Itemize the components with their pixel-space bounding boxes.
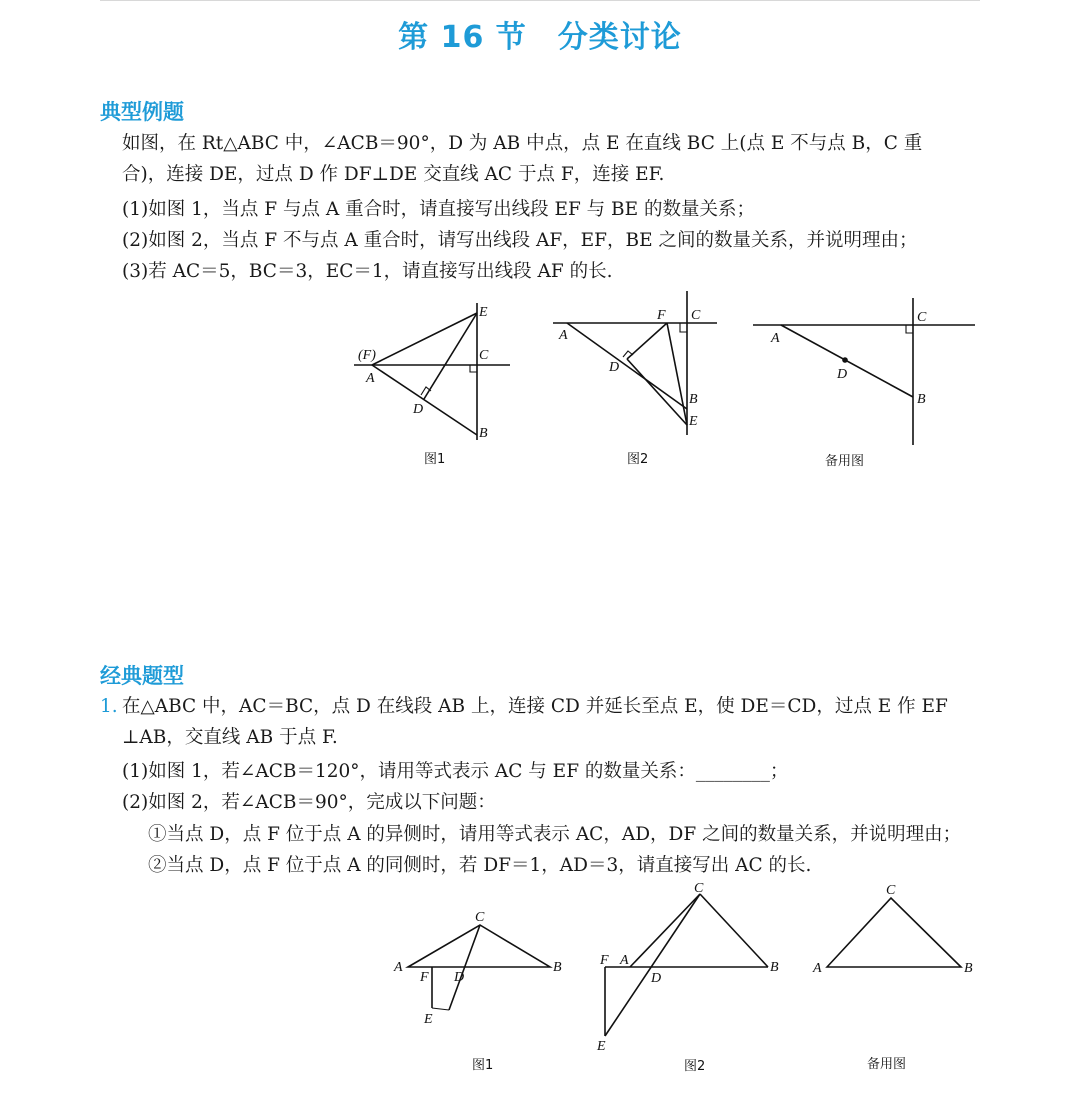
label-b: B — [770, 960, 779, 975]
section-heading-classic: 经典题型 — [100, 664, 184, 688]
label-b: B — [689, 392, 698, 407]
figure-caption: 图1 — [472, 1058, 494, 1073]
label-b: B — [479, 426, 488, 441]
classic-figure-2 — [590, 878, 790, 1078]
label-e: E — [689, 414, 698, 429]
example-line-5: (3)若 AC＝5，BC＝3，EC＝1，请直接写出线段 AF 的长. — [122, 261, 613, 282]
label-f: F — [420, 970, 429, 985]
label-c: C — [691, 308, 701, 323]
segment-cb — [700, 894, 768, 967]
triangle-abc — [408, 925, 550, 967]
label-a: A — [620, 953, 629, 968]
segment-df — [627, 323, 667, 359]
label-b: B — [917, 392, 926, 407]
label-d: D — [454, 970, 465, 985]
page-title: 第 16 节 分类讨论 — [398, 20, 682, 55]
segment-ca — [630, 894, 700, 967]
classic-line-2: ⊥AB，交直线 AB 于点 F. — [122, 727, 338, 748]
label-d: D — [837, 367, 848, 382]
label-a: A — [813, 961, 822, 976]
example-figure-spare — [745, 290, 985, 475]
segment-de — [627, 359, 687, 425]
top-rule — [100, 0, 980, 1]
label-d: D — [413, 402, 424, 417]
label-c: C — [694, 881, 704, 896]
segment-fe — [667, 323, 687, 425]
label-a: A — [771, 331, 780, 346]
example-line-4: (2)如图 2，当点 F 不与点 A 重合时，请写出线段 AF，EF，BE 之间的数量关系，并说明理由； — [122, 230, 918, 251]
label-e: E — [479, 305, 488, 320]
right-angle-mark-c — [906, 325, 913, 333]
example-figure-2 — [545, 285, 735, 475]
label-c: C — [479, 348, 489, 363]
label-f: F — [600, 953, 609, 968]
question-number: 1. — [100, 696, 118, 717]
figure-caption: 备用图 — [867, 1057, 907, 1072]
example-line-1: 如图，在 Rt△ABC 中，∠ACB＝90°，D 为 AB 中点，点 E 在直线 BC 上(点 E 不与点 B，C 重 — [122, 133, 923, 154]
right-angle-mark-c — [470, 365, 477, 372]
segment-ab — [372, 365, 477, 435]
label-e: E — [424, 1012, 433, 1027]
section-heading-example: 典型例题 — [100, 100, 184, 124]
label-f: (F) — [358, 348, 376, 363]
label-a: A — [366, 371, 375, 386]
example-line-3: (1)如图 1，当点 F 与点 A 重合时，请直接写出线段 EF 与 BE 的数量关系； — [122, 199, 756, 220]
classic-line-1: 在△ABC 中，AC＝BC，点 D 在线段 AB 上，连接 CD 并延长至点 E，使 DE＝CD，过点 E 作 EF — [122, 696, 948, 717]
example-line-2: 合)，连接 DE，过点 D 作 DF⊥DE 交直线 AC 于点 F，连接 EF. — [122, 164, 665, 185]
label-b: B — [964, 961, 973, 976]
label-c: C — [475, 910, 485, 925]
classic-figure-1 — [390, 905, 575, 1075]
classic-line-6: ②当点 D，点 F 位于点 A 的同侧时，若 DF＝1，AD＝3，请直接写出 AC 的长. — [148, 855, 812, 876]
classic-line-3: (1)如图 1，若∠ACB＝120°，请用等式表示 AC 与 EF 的数量关系：________； — [122, 761, 789, 782]
classic-line-5: ①当点 D，点 F 位于点 A 的异侧时，请用等式表示 AC，AD，DF 之间的数量关系，并说明理由； — [148, 824, 962, 845]
right-angle-mark-d — [623, 351, 633, 357]
label-c: C — [917, 310, 927, 325]
label-c: C — [886, 883, 896, 898]
label-a: A — [394, 960, 403, 975]
label-f: F — [657, 308, 666, 323]
classic-figure-spare — [805, 878, 995, 1078]
figure-caption: 备用图 — [825, 454, 865, 469]
label-d: D — [609, 360, 620, 375]
point-d — [842, 357, 848, 363]
segment-e-join — [432, 1008, 449, 1010]
triangle-abc — [827, 898, 961, 967]
figure-caption: 图2 — [684, 1059, 706, 1074]
label-a: A — [559, 328, 568, 343]
label-d: D — [651, 971, 662, 986]
right-angle-mark-c — [680, 323, 687, 332]
label-e: E — [597, 1039, 606, 1054]
figure-caption: 图2 — [627, 452, 649, 467]
label-b: B — [553, 960, 562, 975]
figure-caption: 图1 — [424, 452, 446, 467]
example-figure-1 — [340, 295, 520, 475]
classic-line-4: (2)如图 2，若∠ACB＝90°，完成以下问题： — [122, 792, 496, 813]
